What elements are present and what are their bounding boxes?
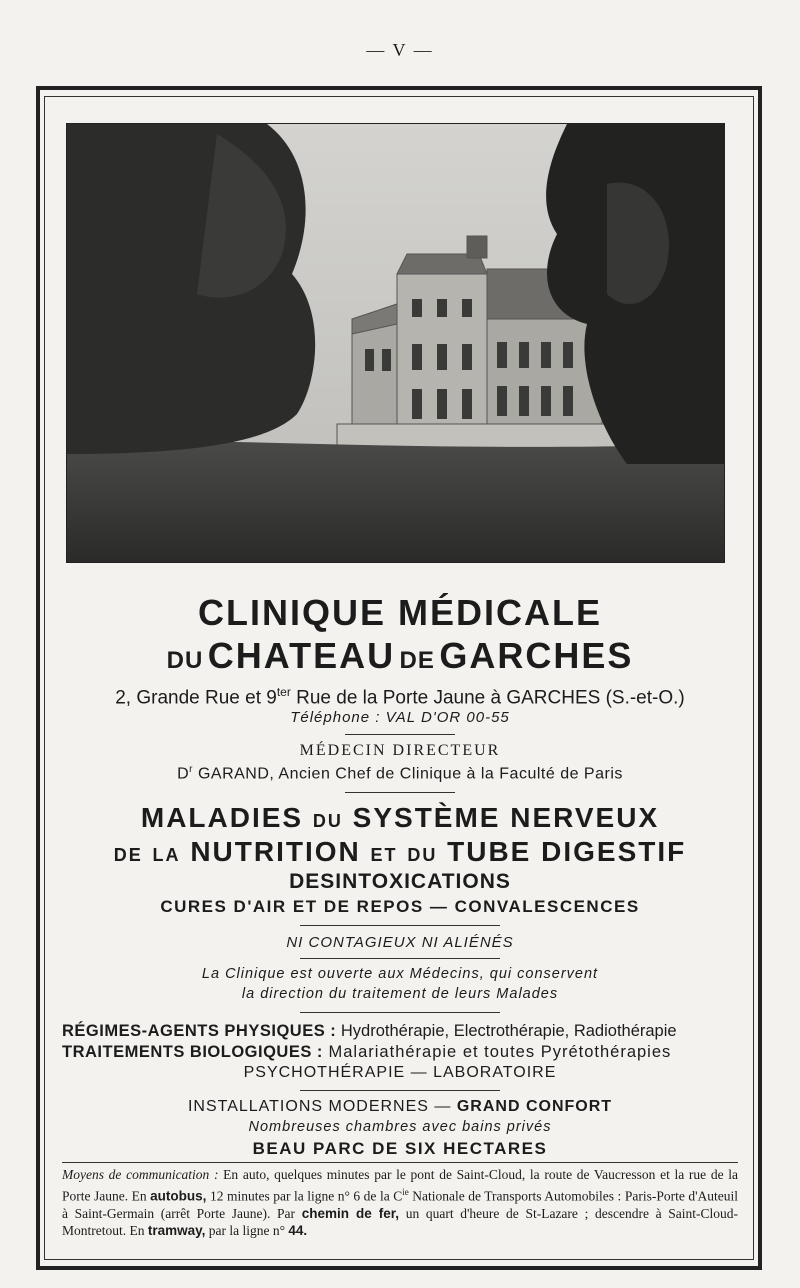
clinic-title-line2 [60, 635, 740, 677]
facilities-comfort: GRAND CONFORT [456, 1098, 613, 1115]
director-dr-sup: r [189, 764, 194, 775]
divider [300, 1090, 500, 1091]
comm-text1: En auto, quelques minutes par le pont de Saint-Cloud, la route de Vaucresson et la rue de la Porte Jaune. En [62, 1167, 738, 1203]
divider [62, 1162, 738, 1163]
director-name [60, 764, 740, 783]
director-dr: D [177, 765, 190, 783]
divider [345, 734, 455, 735]
comm-text4: un quart d'heure de St-Lazare ; descendre à Saint-Cloud-Montretout. En [62, 1205, 738, 1238]
telephone: Téléphone : VAL D'OR 00-55 [290, 709, 510, 726]
spec-du: DU [312, 811, 343, 831]
facilities-line2: Nombreuses chambres avec bains privés [248, 1119, 552, 1135]
facilities-line1 [60, 1098, 740, 1116]
spec-tube: TUBE DIGESTIF [447, 836, 687, 867]
divider [300, 958, 500, 959]
spec-systeme: SYSTÈME NERVEUX [352, 802, 660, 833]
address-sup: ter [276, 685, 291, 699]
comm-text2: 12 minutes par la ligne n° 6 de la C [206, 1188, 403, 1203]
page-number: — V — [366, 40, 434, 60]
spec-la: LA [152, 845, 181, 865]
not-accepted: NI CONTAGIEUX NI ALIÉNÉS [286, 934, 514, 951]
treatments-value2: Malariathérapie et toutes Pyrétothérapies [322, 1043, 672, 1061]
director-rest: GARAND, Ancien Chef de Clinique à la Faculté de Paris [193, 765, 623, 783]
treatments-line1 [62, 1022, 736, 1041]
facilities-line3: BEAU PARC DE SIX HECTARES [252, 1139, 548, 1158]
facilities-modern: INSTALLATIONS MODERNES — [187, 1098, 457, 1115]
treatments-line2 [62, 1043, 736, 1062]
specialties-line3: DESINTOXICATIONS [289, 870, 511, 893]
chateau-photo [66, 123, 725, 563]
comm-text5: par la ligne n° [205, 1223, 289, 1238]
communication-paragraph [62, 1166, 738, 1240]
title-chateau: CHATEAU [207, 635, 396, 676]
address [60, 685, 740, 709]
comm-tram-line: 44. [288, 1223, 308, 1238]
address-part2: Rue de la Porte Jaune à GARCHES (S.-et-O.) [290, 687, 685, 709]
treatments-label2: TRAITEMENTS BIOLOGIQUES : [62, 1043, 323, 1061]
treatments-line3: PSYCHOTHÉRAPIE — LABORATOIRE [243, 1064, 557, 1081]
divider [300, 925, 500, 926]
clinic-title-line1: CLINIQUE MÉDICALE [197, 592, 602, 633]
comm-train: chemin de fer, [301, 1205, 400, 1221]
treatments-value1: Hydrothérapie, Electrothérapie, Radiothérapie [336, 1022, 677, 1040]
spec-du2: DU [407, 845, 438, 865]
title-de: DE [399, 647, 435, 674]
spec-et: ET [370, 845, 398, 865]
title-du: DU [166, 647, 204, 674]
comm-text3: Nationale de Transports Automobiles : Paris-Porte d'Auteuil à Saint-Germain (arrêt Porte Jaune). Par [62, 1188, 739, 1221]
spec-de: DE [113, 845, 143, 865]
comm-autobus: autobus, [150, 1188, 207, 1203]
specialties-line4: CURES D'AIR ET DE REPOS — CONVALESCENCES [160, 897, 640, 916]
specialties-line1 [60, 802, 740, 834]
address-part1: 2, Grande Rue et 9 [115, 687, 277, 709]
comm-tram: tramway, [147, 1223, 206, 1238]
comm-cie-sup: ie [402, 1186, 409, 1197]
doctors-note-line2: la direction du traitement de leurs Malades [241, 986, 559, 1002]
spec-maladies: MALADIES [140, 802, 304, 833]
comm-label: Moyens de communication : [62, 1167, 219, 1182]
specialties-line2 [60, 836, 740, 868]
doctors-note-line1: La Clinique est ouverte aux Médecins, qui conservent [201, 966, 599, 982]
title-garches: GARCHES [439, 635, 634, 676]
building-photo-icon [67, 124, 725, 563]
director-heading: MÉDECIN DIRECTEUR [299, 742, 501, 759]
divider [300, 1012, 500, 1013]
treatments-label1: RÉGIMES-AGENTS PHYSIQUES : [62, 1022, 337, 1040]
spec-nutrition: NUTRITION [190, 836, 361, 867]
divider [345, 792, 455, 793]
